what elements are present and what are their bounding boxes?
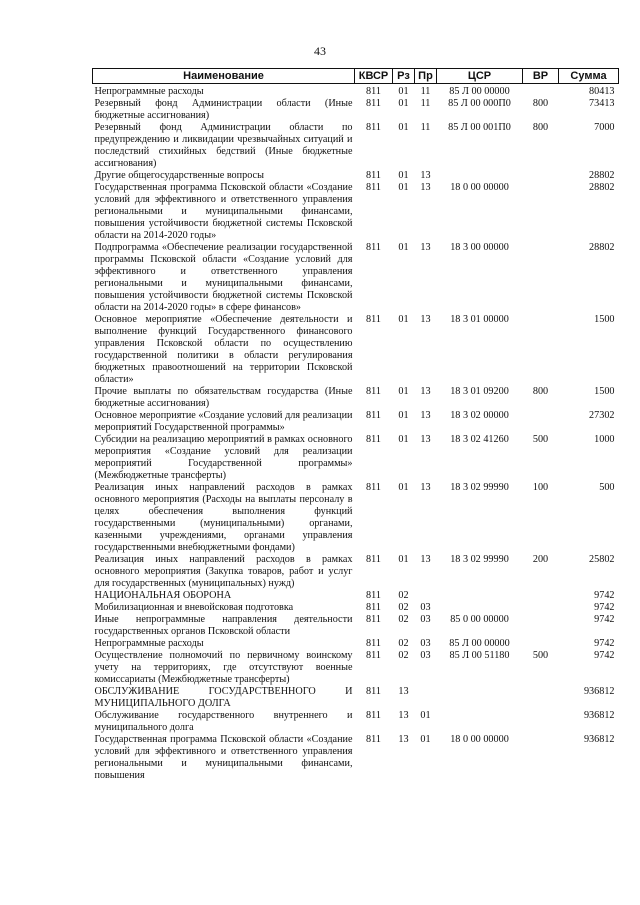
cell-sum: 28802 bbox=[589, 182, 615, 193]
cell-pr: 11 bbox=[420, 86, 431, 97]
cell-name: Обслуживание государственного внутреннего и муниципального долга bbox=[94, 710, 353, 733]
cell-csr: 18 3 02 99990 bbox=[450, 554, 509, 565]
cell-kvsr: 811 bbox=[366, 314, 381, 325]
cell-kvsr: 811 bbox=[366, 410, 381, 421]
cell-kvsr: 811 bbox=[366, 590, 381, 601]
cell-rz: 01 bbox=[398, 122, 409, 133]
cell-rz: 13 bbox=[398, 734, 409, 745]
cell-rz: 02 bbox=[398, 614, 409, 625]
cell-pr: 03 bbox=[420, 614, 431, 625]
cell-csr: 85 0 00 00000 bbox=[450, 614, 509, 625]
cell-kvsr: 811 bbox=[366, 86, 381, 97]
cell-csr: 18 3 00 00000 bbox=[450, 242, 509, 253]
cell-pr: 03 bbox=[420, 650, 431, 661]
table-row bbox=[93, 638, 619, 650]
cell-sum: 1000 bbox=[594, 434, 615, 445]
cell-rz: 01 bbox=[398, 410, 409, 421]
cell-vr: 500 bbox=[532, 434, 549, 445]
cell-vr: 800 bbox=[532, 386, 549, 397]
cell-name: Реализация иных направлений расходов в рамках основного мероприятия (Расходы на выплаты персоналу в целях обеспечения выполнения функций государственными (муниципальными) органами, казенными учреждениями, органами управления государственными внебюджетными фондами) bbox=[94, 482, 353, 553]
header-sum: Сумма bbox=[559, 69, 619, 84]
cell-name: Основное мероприятие «Создание условий для реализации мероприятий Государственной программы» bbox=[94, 410, 353, 433]
cell-kvsr: 811 bbox=[366, 242, 381, 253]
cell-vr bbox=[523, 242, 559, 314]
cell-kvsr: 811 bbox=[366, 710, 381, 721]
cell-kvsr: 811 bbox=[366, 182, 381, 193]
cell-rz: 01 bbox=[398, 86, 409, 97]
cell-pr: 03 bbox=[420, 602, 431, 613]
cell-csr: 18 3 02 99990 bbox=[450, 482, 509, 493]
cell-name: ОБСЛУЖИВАНИЕ ГОСУДАРСТВЕННОГО И МУНИЦИПАЛЬНОГО ДОЛГА bbox=[94, 686, 353, 709]
cell-vr bbox=[523, 602, 559, 614]
cell-vr bbox=[523, 614, 559, 638]
cell-pr: 13 bbox=[420, 434, 431, 445]
header-row bbox=[93, 69, 619, 84]
budget-table bbox=[92, 68, 619, 782]
cell-name: Мобилизационная и вневойсковая подготовка bbox=[94, 602, 294, 613]
cell-vr bbox=[523, 170, 559, 182]
table-row bbox=[93, 242, 619, 314]
table-row bbox=[93, 434, 619, 482]
cell-sum: 500 bbox=[599, 482, 615, 493]
cell-sum: 9742 bbox=[594, 638, 615, 649]
cell-vr bbox=[523, 710, 559, 734]
cell-csr: 18 3 02 41260 bbox=[450, 434, 509, 445]
cell-pr bbox=[415, 686, 437, 710]
cell-sum: 25802 bbox=[589, 554, 615, 565]
cell-name: Реализация иных направлений расходов в рамках основного мероприятия (Закупка товаров, работ и услуг для государственных (муниципальных) нужд) bbox=[94, 554, 353, 589]
cell-name: НАЦИОНАЛЬНАЯ ОБОРОНА bbox=[94, 590, 232, 601]
cell-pr: 13 bbox=[420, 314, 431, 325]
cell-sum: 9742 bbox=[594, 650, 615, 661]
cell-kvsr: 811 bbox=[366, 638, 381, 649]
cell-kvsr: 811 bbox=[366, 686, 381, 697]
cell-kvsr: 811 bbox=[366, 554, 381, 565]
cell-vr bbox=[523, 590, 559, 602]
cell-rz: 02 bbox=[398, 602, 409, 613]
cell-rz: 01 bbox=[398, 170, 409, 181]
cell-name: Другие общегосударственные вопросы bbox=[94, 170, 264, 181]
cell-csr: 18 3 02 00000 bbox=[450, 410, 509, 421]
table-row bbox=[93, 98, 619, 122]
cell-vr: 800 bbox=[532, 122, 549, 133]
table-row bbox=[93, 182, 619, 242]
cell-pr: 13 bbox=[420, 182, 431, 193]
cell-name: Резервный фонд Администрации области (Иные бюджетные ассигнования) bbox=[94, 98, 353, 121]
header-name: Наименование bbox=[93, 69, 355, 84]
cell-vr bbox=[523, 410, 559, 434]
cell-sum: 28802 bbox=[589, 170, 615, 181]
cell-rz: 01 bbox=[398, 242, 409, 253]
cell-name: Прочие выплаты по обязательствам государства (Иные бюджетные ассигнования) bbox=[94, 386, 353, 409]
cell-csr bbox=[437, 590, 523, 602]
cell-rz: 01 bbox=[398, 98, 409, 109]
table-row bbox=[93, 650, 619, 686]
table-row bbox=[93, 386, 619, 410]
cell-pr bbox=[415, 590, 437, 602]
cell-name: Государственная программа Псковской области «Создание условий для эффективного и ответственного управления региональными и муниципальными финансами, повышения устойчивости бюджетной системы Псковской области на 2014-2020 годы» bbox=[94, 182, 353, 241]
cell-vr bbox=[523, 638, 559, 650]
cell-csr: 18 3 01 00000 bbox=[450, 314, 509, 325]
header-pr: Пр bbox=[415, 69, 437, 84]
cell-rz: 01 bbox=[398, 554, 409, 565]
cell-name: Государственная программа Псковской области «Создание условий для эффективного и ответственного управления региональными и муниципальными финансами, повышения bbox=[94, 734, 353, 781]
cell-pr: 13 bbox=[420, 554, 431, 565]
table-row bbox=[93, 614, 619, 638]
cell-csr: 18 0 00 00000 bbox=[450, 734, 509, 745]
cell-csr bbox=[437, 710, 523, 734]
table-row bbox=[93, 590, 619, 602]
table-row bbox=[93, 686, 619, 710]
cell-sum: 7000 bbox=[594, 122, 615, 133]
table-header bbox=[93, 69, 619, 84]
cell-sum: 73413 bbox=[589, 98, 615, 109]
cell-rz: 13 bbox=[398, 686, 409, 697]
table-row bbox=[93, 554, 619, 590]
cell-csr: 85 Л 00 001П0 bbox=[448, 122, 511, 133]
header-rz: Рз bbox=[393, 69, 415, 84]
cell-kvsr: 811 bbox=[366, 602, 381, 613]
header-kvsr: КВСР bbox=[355, 69, 393, 84]
cell-sum: 1500 bbox=[594, 386, 615, 397]
table-row bbox=[93, 482, 619, 554]
cell-pr: 01 bbox=[420, 734, 431, 745]
table-body bbox=[93, 84, 619, 783]
cell-kvsr: 811 bbox=[366, 386, 381, 397]
table-row bbox=[93, 122, 619, 170]
cell-sum: 28802 bbox=[589, 242, 615, 253]
cell-pr: 13 bbox=[420, 242, 431, 253]
cell-rz: 01 bbox=[398, 386, 409, 397]
cell-csr bbox=[437, 602, 523, 614]
cell-csr bbox=[437, 170, 523, 182]
cell-vr bbox=[523, 686, 559, 710]
cell-pr: 11 bbox=[420, 98, 431, 109]
cell-pr: 03 bbox=[420, 638, 431, 649]
cell-sum: 80413 bbox=[589, 86, 615, 97]
cell-name: Основное мероприятие «Обеспечение деятельности и выполнение функций Государственного финансового управления Псковской области по осуществлению государственной политики в области регулирования бюджетных правоотношений на территории Псковской области» bbox=[94, 314, 353, 385]
cell-vr: 500 bbox=[532, 650, 549, 661]
table-row bbox=[93, 410, 619, 434]
cell-kvsr: 811 bbox=[366, 614, 381, 625]
cell-sum: 1500 bbox=[594, 314, 615, 325]
cell-kvsr: 811 bbox=[366, 434, 381, 445]
cell-vr bbox=[523, 734, 559, 782]
header-vr: ВР bbox=[523, 69, 559, 84]
cell-pr: 01 bbox=[420, 710, 431, 721]
cell-vr: 200 bbox=[532, 554, 549, 565]
cell-pr: 13 bbox=[420, 482, 431, 493]
cell-sum: 9742 bbox=[594, 590, 615, 601]
cell-csr: 85 Л 00 00000 bbox=[449, 86, 510, 97]
table-row bbox=[93, 734, 619, 782]
cell-kvsr: 811 bbox=[366, 122, 381, 133]
table-row bbox=[93, 710, 619, 734]
cell-csr: 18 0 00 00000 bbox=[450, 182, 509, 193]
cell-pr: 13 bbox=[420, 386, 431, 397]
table-row bbox=[93, 170, 619, 182]
cell-vr: 100 bbox=[532, 482, 549, 493]
cell-rz: 01 bbox=[398, 482, 409, 493]
cell-vr bbox=[523, 86, 559, 98]
cell-vr bbox=[523, 314, 559, 386]
table-row bbox=[93, 314, 619, 386]
cell-kvsr: 811 bbox=[366, 482, 381, 493]
cell-name: Резервный фонд Администрации области по предупреждению и ликвидации чрезвычайных ситуаций и последствий стихийных бедствий (Иные бюджетные ассигнования) bbox=[94, 122, 353, 169]
cell-sum: 936812 bbox=[583, 710, 615, 721]
cell-pr: 13 bbox=[420, 170, 431, 181]
table-row bbox=[93, 86, 619, 98]
cell-sum: 936812 bbox=[583, 734, 615, 745]
cell-rz: 02 bbox=[398, 638, 409, 649]
page-number: 43 bbox=[314, 44, 326, 58]
cell-sum: 27302 bbox=[589, 410, 615, 421]
cell-name: Подпрограмма «Обеспечение реализации государственной программы Псковской области «Создание условий для эффективного и ответственного управления региональными и муниципальными финансами, повышения устойчивости бюджетной системы Псковской области на 2014-2020 годы» в сфере финансов» bbox=[94, 242, 353, 313]
cell-rz: 02 bbox=[398, 590, 409, 601]
cell-name: Субсидии на реализацию мероприятий в рамках основного мероприятия «Создание условий для реализации мероприятий Государственной программы» (Межбюджетные трансферты) bbox=[94, 434, 353, 481]
cell-sum: 9742 bbox=[594, 602, 615, 613]
cell-rz: 01 bbox=[398, 314, 409, 325]
table-row bbox=[93, 602, 619, 614]
cell-rz: 01 bbox=[398, 434, 409, 445]
budget-table-container bbox=[92, 68, 618, 782]
cell-name: Осуществление полномочий по первичному воинскому учету на территориях, где отсутствуют военные комиссариаты (Межбюджетные трансферты) bbox=[94, 650, 353, 685]
cell-rz: 02 bbox=[398, 650, 409, 661]
cell-csr: 18 3 01 09200 bbox=[450, 386, 509, 397]
cell-kvsr: 811 bbox=[366, 98, 381, 109]
cell-kvsr: 811 bbox=[366, 170, 381, 181]
cell-rz: 13 bbox=[398, 710, 409, 721]
cell-name: Непрограммные расходы bbox=[94, 86, 204, 97]
cell-sum: 9742 bbox=[594, 614, 615, 625]
cell-rz: 01 bbox=[398, 182, 409, 193]
cell-name: Иные непрограммные направления деятельности государственных органов Псковской области bbox=[94, 614, 353, 637]
cell-csr: 85 Л 00 51180 bbox=[449, 650, 510, 661]
cell-sum: 936812 bbox=[583, 686, 615, 697]
cell-kvsr: 811 bbox=[366, 650, 381, 661]
cell-name: Непрограммные расходы bbox=[94, 638, 204, 649]
cell-csr: 85 Л 00 00000 bbox=[449, 638, 510, 649]
cell-kvsr: 811 bbox=[366, 734, 381, 745]
cell-pr: 11 bbox=[420, 122, 431, 133]
cell-vr bbox=[523, 182, 559, 242]
cell-vr: 800 bbox=[532, 98, 549, 109]
header-csr: ЦСР bbox=[437, 69, 523, 84]
cell-csr bbox=[437, 686, 523, 710]
cell-csr: 85 Л 00 000П0 bbox=[448, 98, 511, 109]
cell-pr: 13 bbox=[420, 410, 431, 421]
